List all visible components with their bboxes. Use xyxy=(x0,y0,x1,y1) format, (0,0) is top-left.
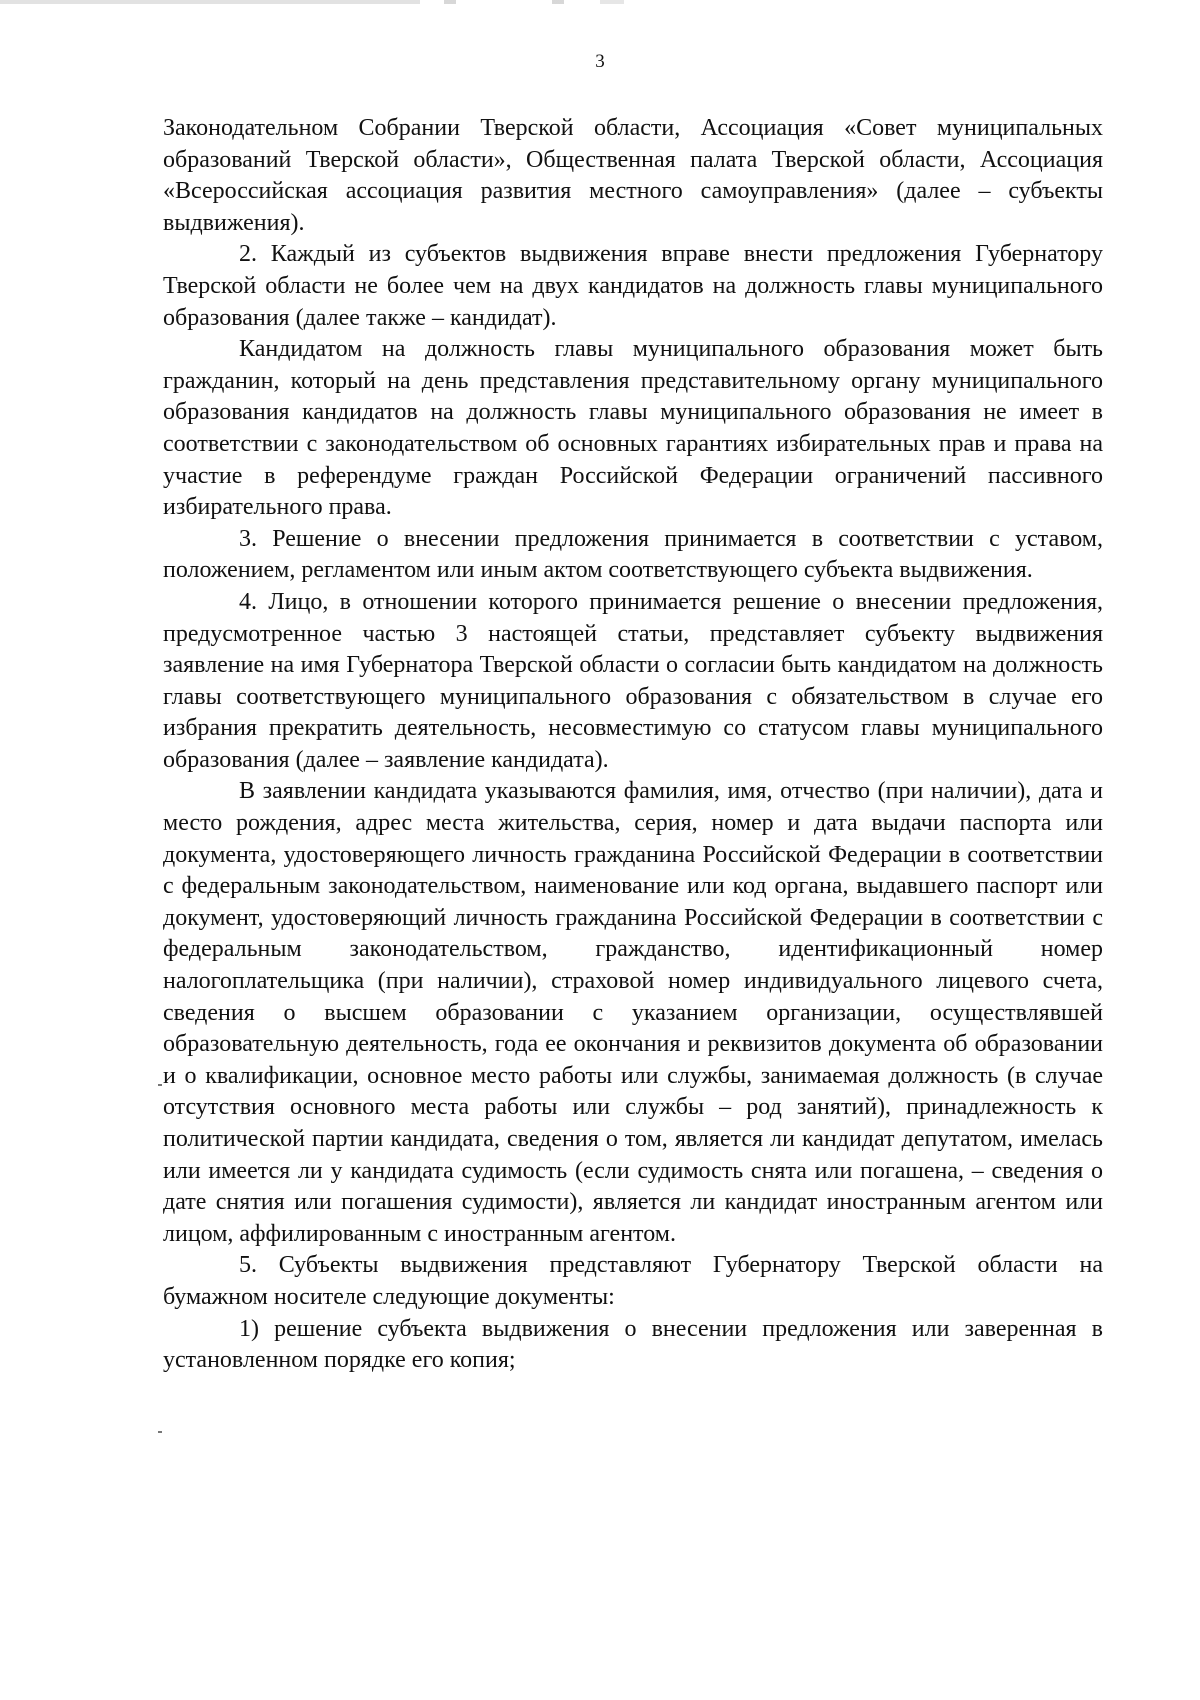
paragraph-item-3: 3. Решение о внесении предложения принимается в соответствии с уставом, положением, регламентом или иным актом соответствующего субъекта выдвижения. xyxy=(163,525,1103,584)
scan-edge-artifact xyxy=(0,0,1200,4)
paragraph-continuation: Законодательном Собрании Тверской области, Ассоциация «Совет муниципальных образований Тверской области», Общественная палата Тверской области, Ассоциация «Всероссийская ассоциация развития местного самоуправления» (далее – субъекты выдвижения). xyxy=(163,115,1103,236)
paragraph-item-5: 5. Субъекты выдвижения представляют Губернатору Тверской области на бумажном носителе следующие документы: xyxy=(163,1252,1103,1310)
paragraph-item-4: 4. Лицо, в отношении которого принимается решение о внесении предложения, предусмотренное частью 3 настоящей статьи, представляет субъекту выдвижения заявление на имя Губернатора Тверской области о согласии быть кандидатом на должность главы соответствующего муниципального образования с обязательством в случае его избрания прекратить деятельность, несовместимую со статусом главы муниципального образования (далее – заявление кандидата). xyxy=(163,588,1103,773)
paragraph-application-details: В заявлении кандидата указываются фамилия, имя, отчество (при наличии), дата и место рождения, адрес места жительства, серия, номер и дата выдачи паспорта или документа, удостоверяющего личность гражданина Российской Федерации в соответствии с федеральным законодательством, наименование или код органа, выдавшего паспорт или документ, удостоверяющий личность гражданина Российской Федерации в соответствии с федеральным законодательством, гражданство, идентификационный номер налогоплательщика (при наличии), страховой номер индивидуального лицевого счета, сведения о высшем образовании с указанием организации, осуществлявшей образовательную деятельность, года ее окончания и реквизитов документа об образовании и о квалификации, основное место работы или службы, занимаемая должность (в случае отсутствия основного места работы или службы – род занятий), принадлежность к политической партии кандидата, сведения о том, является ли кандидат депутатом, имелась или имеется ли у кандидата судимость (если судимость снята или погашена, – сведения о дате снятия или погашения судимости), является ли кандидат иностранным агентом или лицом, аффилированным с иностранным агентом. xyxy=(163,778,1103,1247)
scan-margin-mark xyxy=(158,1431,162,1433)
paragraph-item-2: 2. Каждый из субъектов выдвижения вправе внести предложения Губернатору Тверской области не более чем на двух кандидатов на должность главы муниципального образования (далее также – кандидат). xyxy=(163,241,1103,331)
page-number: 3 xyxy=(595,51,605,72)
paragraph-candidate-eligibility: Кандидатом на должность главы муниципального образования может быть гражданин, который на день представления представительному органу муниципального образования кандидатов на должность главы муниципального образования не имеет в соответствии с законодательством об основных гарантиях избирательных прав и права на участие в референдуме граждан Российской Федерации ограничений пассивного избирательного права. xyxy=(163,336,1103,521)
scan-margin-mark xyxy=(158,1084,162,1086)
body-text xyxy=(163,113,1103,1377)
paragraph-subitem-1: 1) решение субъекта выдвижения о внесении предложения или заверенная в установленном порядке его копия; xyxy=(163,1315,1103,1374)
